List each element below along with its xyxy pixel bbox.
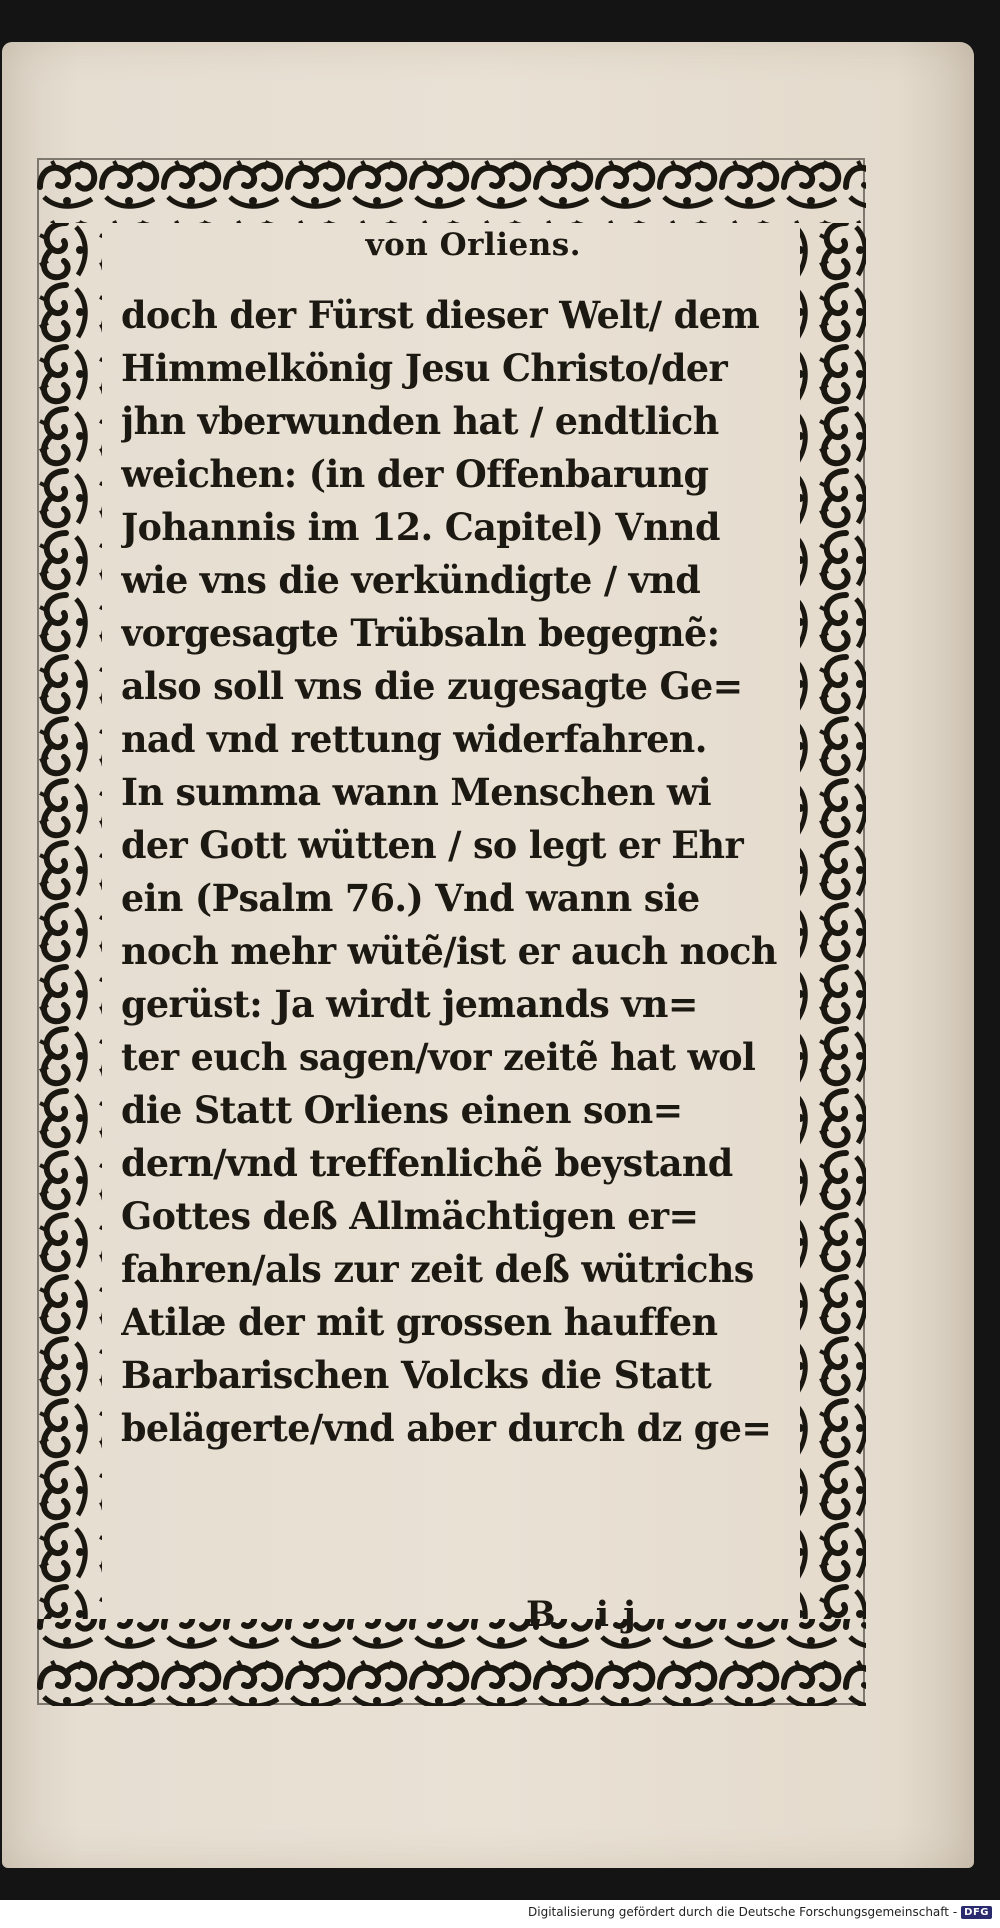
footer-bar bbox=[0, 1900, 1000, 1928]
text-line: ter euch sagen/vor zeitẽ hat wol bbox=[121, 1035, 756, 1079]
text-line: weichen: (in der Offenbarung bbox=[121, 452, 709, 496]
text-line: doch der Fürst dieser Welt/ dem bbox=[121, 293, 760, 337]
book-page bbox=[2, 42, 974, 1868]
text-line: belägerte/vnd aber durch dz ge= bbox=[121, 1406, 772, 1450]
running-head: von Orliens. bbox=[365, 227, 581, 263]
text-line: nad vnd rettung widerfahren. bbox=[121, 717, 707, 761]
ornamental-frame bbox=[36, 157, 866, 1706]
text-line: also soll vns die zugesagte Ge= bbox=[121, 664, 743, 708]
digitization-credit bbox=[528, 1905, 992, 1919]
text-line: gerüst: Ja wirdt jemands vn= bbox=[121, 982, 698, 1026]
text-line: In summa wann Menschen wi bbox=[121, 770, 711, 814]
text-line: vorgesagte Trübsaln begegnẽ: bbox=[121, 611, 720, 655]
text-line: Johannis im 12. Capitel) Vnnd bbox=[121, 505, 720, 549]
text-line: fahren/als zur zeit deß wütrichs bbox=[121, 1247, 754, 1291]
dfg-logo-icon: DFG bbox=[961, 1906, 992, 1919]
text-line: dern/vnd treffenlichẽ beystand bbox=[121, 1141, 733, 1185]
text-line: ein (Psalm 76.) Vnd wann sie bbox=[121, 876, 700, 920]
text-line: Barbarischen Volcks die Statt bbox=[121, 1353, 712, 1397]
body-text bbox=[121, 289, 811, 1455]
text-line: der Gott wütten / so legt er Ehr bbox=[121, 823, 744, 867]
credit-text: Digitalisierung gefördert durch die Deutsche Forschungsgemeinschaft - bbox=[528, 1905, 958, 1919]
signature-mark: B ij bbox=[526, 1594, 650, 1635]
text-block bbox=[121, 227, 811, 1677]
text-line: wie vns die verkündigte / vnd bbox=[121, 558, 701, 602]
text-line: die Statt Orliens einen son= bbox=[121, 1088, 683, 1132]
text-line: Gottes deß Allmächtigen er= bbox=[121, 1194, 699, 1238]
text-line: jhn vberwunden hat / endtlich bbox=[121, 399, 719, 443]
text-line: Atilæ der mit grossen hauffen bbox=[121, 1300, 718, 1344]
text-line: Himmelkönig Jesu Christo/der bbox=[121, 346, 728, 390]
text-line: noch mehr wütẽ/ist er auch noch bbox=[121, 929, 777, 973]
